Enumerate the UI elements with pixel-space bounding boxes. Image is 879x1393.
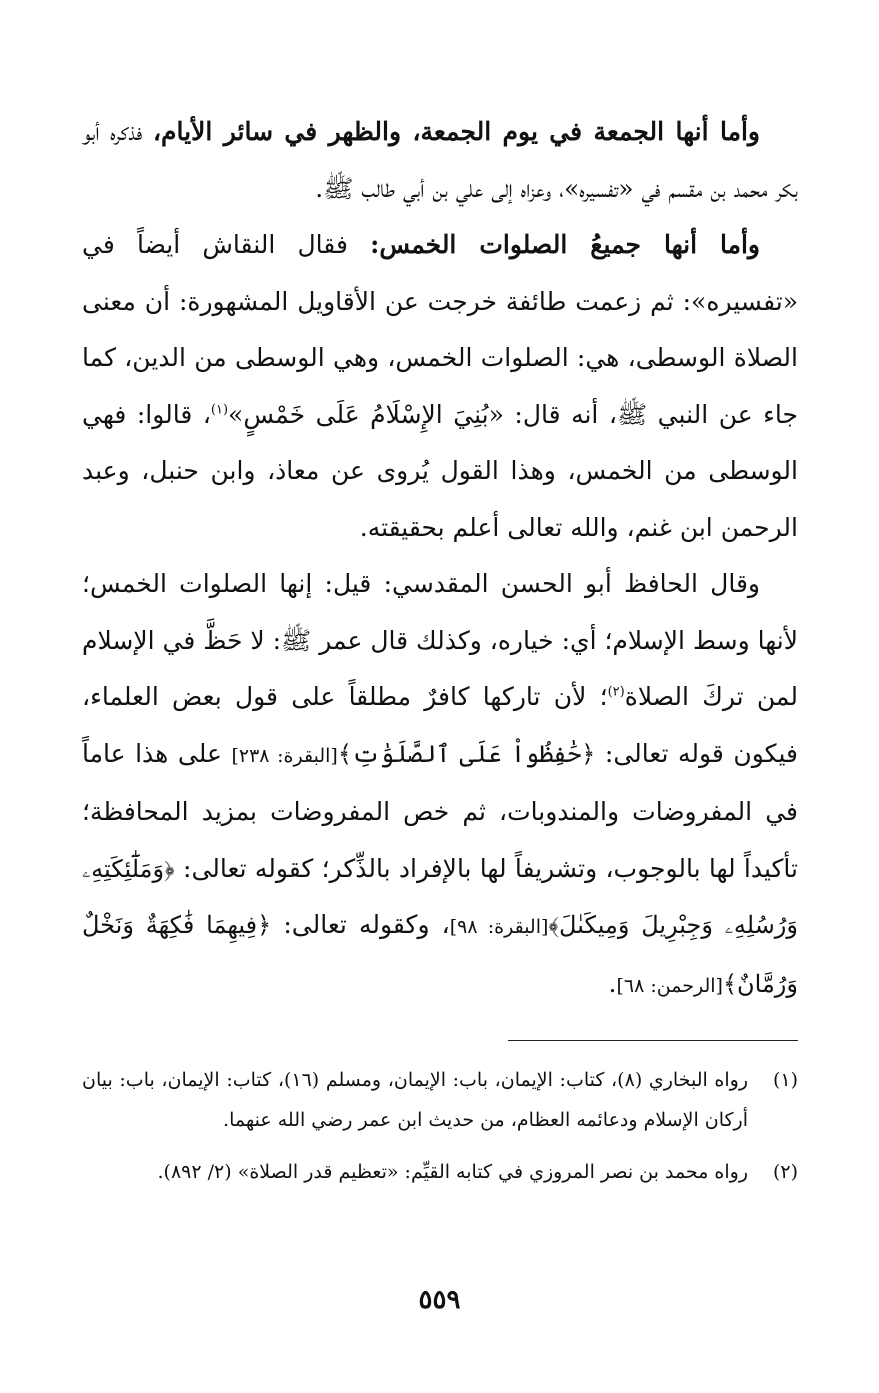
footnote-marker-1[interactable]: (١) xyxy=(210,402,229,418)
verse-reference-1: [البقرة: ٢٣٨] xyxy=(231,744,338,767)
footnote-2 xyxy=(82,1152,798,1192)
paragraph-1-lead: وأما أنها الجمعة في يوم الجمعة، والظهر في سائر الأيام، xyxy=(152,117,760,146)
paragraph-3-text-b: ؛ لأن تاركها كافرٌ مطلقاً على قول بعض العلماء، فيكون قوله تعالى: xyxy=(82,682,798,768)
paragraph-2 xyxy=(82,217,798,556)
paragraph-3-text-e: . xyxy=(608,968,617,998)
footnote-number: (٢) xyxy=(772,1161,798,1183)
footnote-divider xyxy=(508,1040,798,1041)
paragraph-2-lead: وأما أنها جميعُ الصلوات الخمس: xyxy=(370,230,761,259)
paragraph-1 xyxy=(82,104,798,217)
footnote-text: رواه محمد بن نصر المروزي في كتابه القيِّم: «تعظيم قدر الصلاة» (٢/ ٨٩٢). xyxy=(157,1161,748,1183)
footnote-1 xyxy=(82,1060,798,1140)
paragraph-3-text-d: ، وكقوله تعالى: xyxy=(271,910,450,939)
quran-verse-1: ﴿حَٰفِظُواْ عَلَى ٱلصَّلَوَٰتِ﴾ xyxy=(337,739,596,768)
verse-reference-3: [الرحمن: ٦٨] xyxy=(616,974,723,997)
paragraph-2-text-end: ، قالوا: فهي الوسطى من الخمس، وهذا القول يُروى عن معاذ، وابن حنبل، وعبد الرحمن ابن غنم، والله تعالى أعلم بحقيقته. xyxy=(82,399,798,542)
paragraph-2-text: فقال النقاش أيضاً في «تفسيره»: ثم زعمت طائفة خرجت عن الأقاويل المشهورة: أن معنى الصلاة الوسطى، هي: الصلوات الخمس، وهي الوسطى من الدين، كما جاء عن النبي ﷺ، أنه قال: «بُنِيَ الإِسْلَامُ عَلَى خَمْسٍ» xyxy=(82,230,798,429)
paragraph-1-text: فذكره أبو بكر محمد بن مقسم في «تفسيره»، وعزاه إلى علي بن أبي طالب ﷺ. xyxy=(82,117,798,203)
paragraph-3-text-a: وقال الحافظ أبو الحسن المقدسي: قيل: إنها الصلوات الخمس؛ لأنها وسط الإسلام؛ أي: خياره، وكذلك قال عمر ﷺ: لا حَظَّ في الإسلام لمن تركَ الصلاة xyxy=(82,569,798,711)
paragraph-3 xyxy=(82,556,798,1014)
quran-verse-3: ﴿فِيهِمَا فَٰكِهَةٌ وَنَخْلٌ وَرُمَّانٌ﴾ xyxy=(82,911,798,998)
page-number: ٥٥٩ xyxy=(418,1285,461,1315)
quran-verse-2: ﴿وَمَلَٰٓئِكَتِهِۦ وَرُسُلِهِۦ وَجِبْرِيلَ وَمِيكَىٰلَ﴾ xyxy=(82,854,798,939)
footnote-marker-2[interactable]: (٢) xyxy=(607,684,625,700)
verse-reference-2: [البقرة: ٩٨] xyxy=(449,916,549,938)
footnote-text: رواه البخاري (٨)، كتاب: الإيمان، باب: الإيمان، ومسلم (١٦)، كتاب: الإيمان، باب: بيان أركان الإسلام ودعائمه العظام، من حديث ابن عمر رضي الله عنهما. xyxy=(82,1069,748,1131)
main-text xyxy=(82,104,798,1014)
paragraph-3-text-c: على هذا عاماً في المفروضات والمندوبات، ثم خص المفروضات بمزيد المحافظة؛ تأكيداً لها بالوجوب، وتشريفاً لها بالإفراد بالذِّكر؛ كقوله تعالى: xyxy=(82,738,798,883)
footnote-number: (١) xyxy=(772,1069,798,1091)
footnotes xyxy=(82,1060,798,1204)
